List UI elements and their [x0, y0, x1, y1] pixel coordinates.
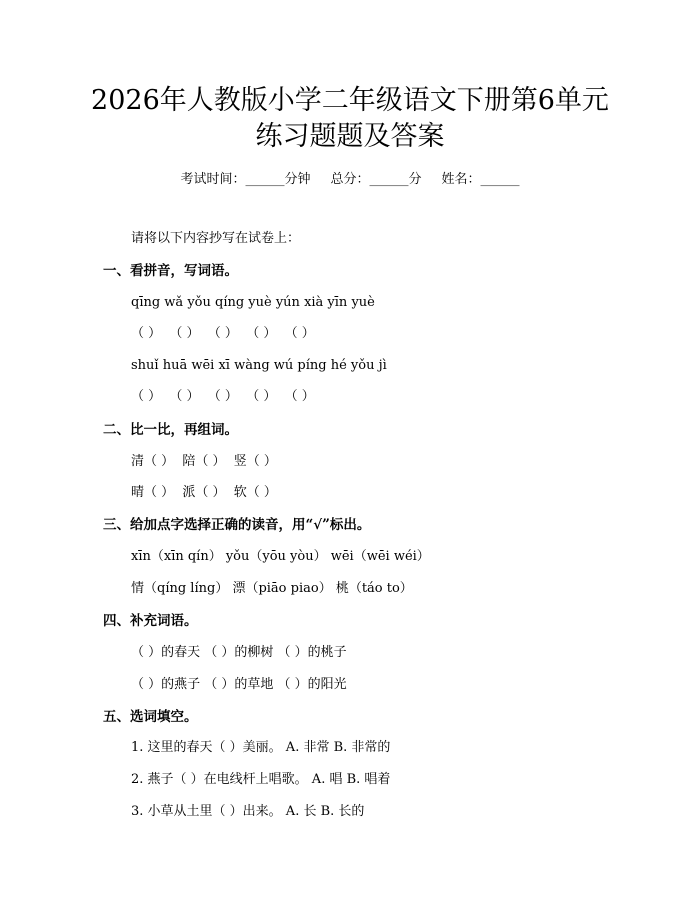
section1-blanks-row1: （ ） （ ） （ ） （ ） （ ） [131, 326, 315, 341]
exam-time-field: 考试时间：______分钟 [180, 172, 311, 187]
instruction-text: 请将以下内容抄写在试卷上： [131, 231, 301, 246]
page-title-line2: 练习题题及答案 [255, 121, 445, 152]
section1-blanks-row2: （ ） （ ） （ ） （ ） （ ） [131, 389, 315, 404]
section1-heading: 一、看拼音，写词语。 [103, 263, 238, 279]
section3-row1: xīn（xīn qín） yǒu（yōu yòu） wēi（wēi wéi） [131, 549, 430, 564]
section1-pinyin-row1: qīng wǎ yǒu qíng yuè yún xià yīn yuè [131, 295, 375, 310]
section5-question3: 3. 小草从土里（ ）出来。 A. 长 B. 长的 [131, 804, 365, 819]
section5-heading: 五、选词填空。 [103, 709, 198, 725]
student-name-field: 姓名：______ [441, 172, 520, 187]
section4-row2: （ ）的燕子 （ ）的草地 （ ）的阳光 [131, 677, 347, 692]
total-score-field: 总分：______分 [330, 172, 422, 187]
section2-row2: 晴（ ） 派（ ） 软（ ） [131, 485, 277, 500]
section3-row2: 情（qíng líng） 漂（piāo piao） 桃（táo to） [131, 581, 413, 596]
section1-pinyin-row2: shuǐ huā wēi xī wàng wú píng hé yǒu jì [131, 358, 387, 373]
section2-row1: 清（ ） 陪（ ） 竖（ ） [131, 454, 277, 469]
section4-row1: （ ）的春天 （ ）的柳树 （ ）的桃子 [131, 645, 347, 660]
section4-heading: 四、补充词语。 [103, 613, 198, 629]
section5-question1: 1. 这里的春天（ ）美丽。 A. 非常 B. 非常的 [131, 740, 391, 755]
section5-question2: 2. 燕子（ ）在电线杆上唱歌。 A. 唱 B. 唱着 [131, 772, 391, 787]
section3-heading: 三、给加点字选择正确的读音，用“√”标出。 [103, 517, 371, 533]
section2-heading: 二、比一比，再组词。 [103, 422, 238, 438]
page-title-line1: 2026年人教版小学二年级语文下册第6单元 [91, 85, 609, 116]
exam-meta [0, 168, 700, 187]
